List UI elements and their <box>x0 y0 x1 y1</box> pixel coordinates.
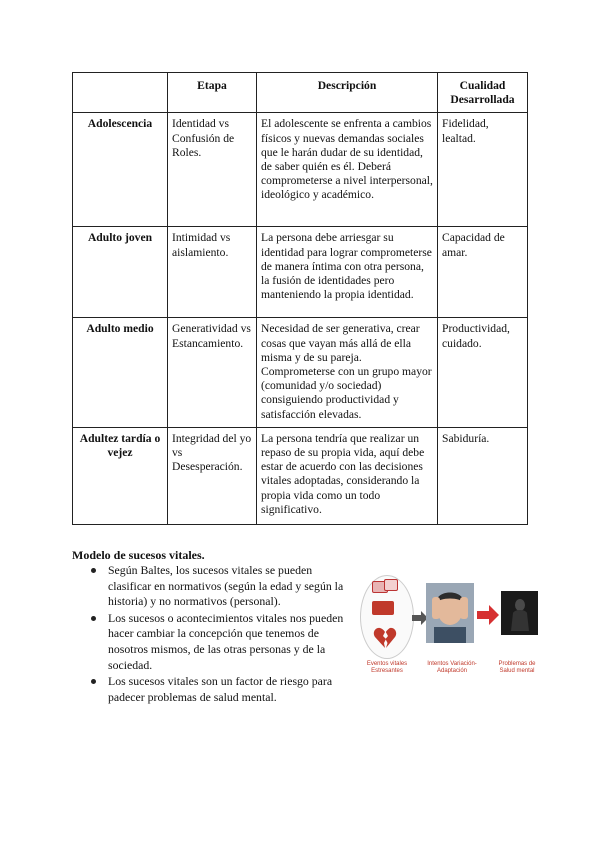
stage-name: Adultez tardía o vejez <box>73 427 168 524</box>
stage-name: Adulto medio <box>73 318 168 427</box>
table-row <box>73 113 528 227</box>
stage-etapa: Generatividad vs Estancamiento. <box>168 318 257 427</box>
erikson-stages-table <box>72 72 528 525</box>
table-row <box>73 318 528 427</box>
stage-etapa: Identidad vs Confusión de Roles. <box>168 113 257 227</box>
header-empty <box>73 73 168 113</box>
table-header-row <box>73 73 528 113</box>
list-item <box>88 611 350 673</box>
stage-cualidad: Fidelidad, lealtad. <box>438 113 528 227</box>
stage-descripcion: La persona debe arriesgar su identidad para lograr comprometerse de manera íntima con otra persona, la fusión de identidades pero manteniendo la propia identidad. <box>257 227 438 318</box>
list-item <box>88 563 350 610</box>
stage-etapa: Integridad del yo vs Desesperación. <box>168 427 257 524</box>
mental-health-problems-image <box>501 591 538 635</box>
bullet-icon <box>91 568 96 573</box>
table-row <box>73 427 528 524</box>
header-etapa: Etapa <box>168 73 257 113</box>
stressed-person-icon <box>426 583 474 643</box>
section-title: Modelo de sucesos vitales. <box>72 548 205 562</box>
list-item-text: Los sucesos o acontecimientos vitales nos pueden hacer cambiar la concepción que tenemos de nosotros mismos, de las otras personas y de la sociedad. <box>108 610 344 672</box>
label-stressful-events: Eventos vitales Estresantes <box>366 661 408 674</box>
header-cualidad: Cualidad Desarrollada <box>438 73 528 113</box>
bullet-icon <box>91 679 96 684</box>
stage-name: Adulto joven <box>73 227 168 318</box>
broken-heart-icon <box>373 627 397 649</box>
stage-name: Adolescencia <box>73 113 168 227</box>
stage-etapa: Intimidad vs aislamiento. <box>168 227 257 318</box>
stage-cualidad: Capacidad de amar. <box>438 227 528 318</box>
list-item <box>88 674 350 705</box>
bullet-list <box>88 563 350 706</box>
stage-descripcion: Necesidad de ser generativa, crear cosas que vayan más allá de ella misma y de su pareja. Comprometerse con un grupo mayor (comunidad y/o sociedad) consiguiendo productividad y satisfacción elevadas. <box>257 318 438 427</box>
life-events-diagram <box>356 573 544 693</box>
list-item-text: Según Baltes, los sucesos vitales se pueden clasificar en normativos (según la edad y según la historia) y no normativos (personal). <box>108 563 344 609</box>
header-descripcion: Descripción <box>257 73 438 113</box>
label-adaptation-attempts: Intentos Variación-Adaptación <box>427 661 477 674</box>
arrow-icon <box>477 605 499 625</box>
dice-icon <box>384 579 398 591</box>
sitting-person-icon <box>501 591 538 635</box>
stage-cualidad: Productividad, cuidado. <box>438 318 528 427</box>
stage-descripcion: El adolescente se enfrenta a cambios físicos y nuevas demandas sociales que le harán dudar de su identidad, de saber quién es él. Deberá comprometerse a nivel interpersonal, ideológico y académico. <box>257 113 438 227</box>
stage-descripcion: La persona tendría que realizar un repaso de su propia vida, aquí debe estar de acuerdo con las decisiones vitales adoptadas, considerando la propia vida como un todo significativo. <box>257 427 438 524</box>
list-item-text: Los sucesos vitales son un factor de riesgo para padecer problemas de salud mental. <box>108 674 333 704</box>
table-row <box>73 227 528 318</box>
bullet-icon <box>91 616 96 621</box>
label-mental-health-problems: Problemas de Salud mental <box>498 661 536 674</box>
couple-icon <box>372 601 394 615</box>
stage-cualidad: Sabiduría. <box>438 427 528 524</box>
